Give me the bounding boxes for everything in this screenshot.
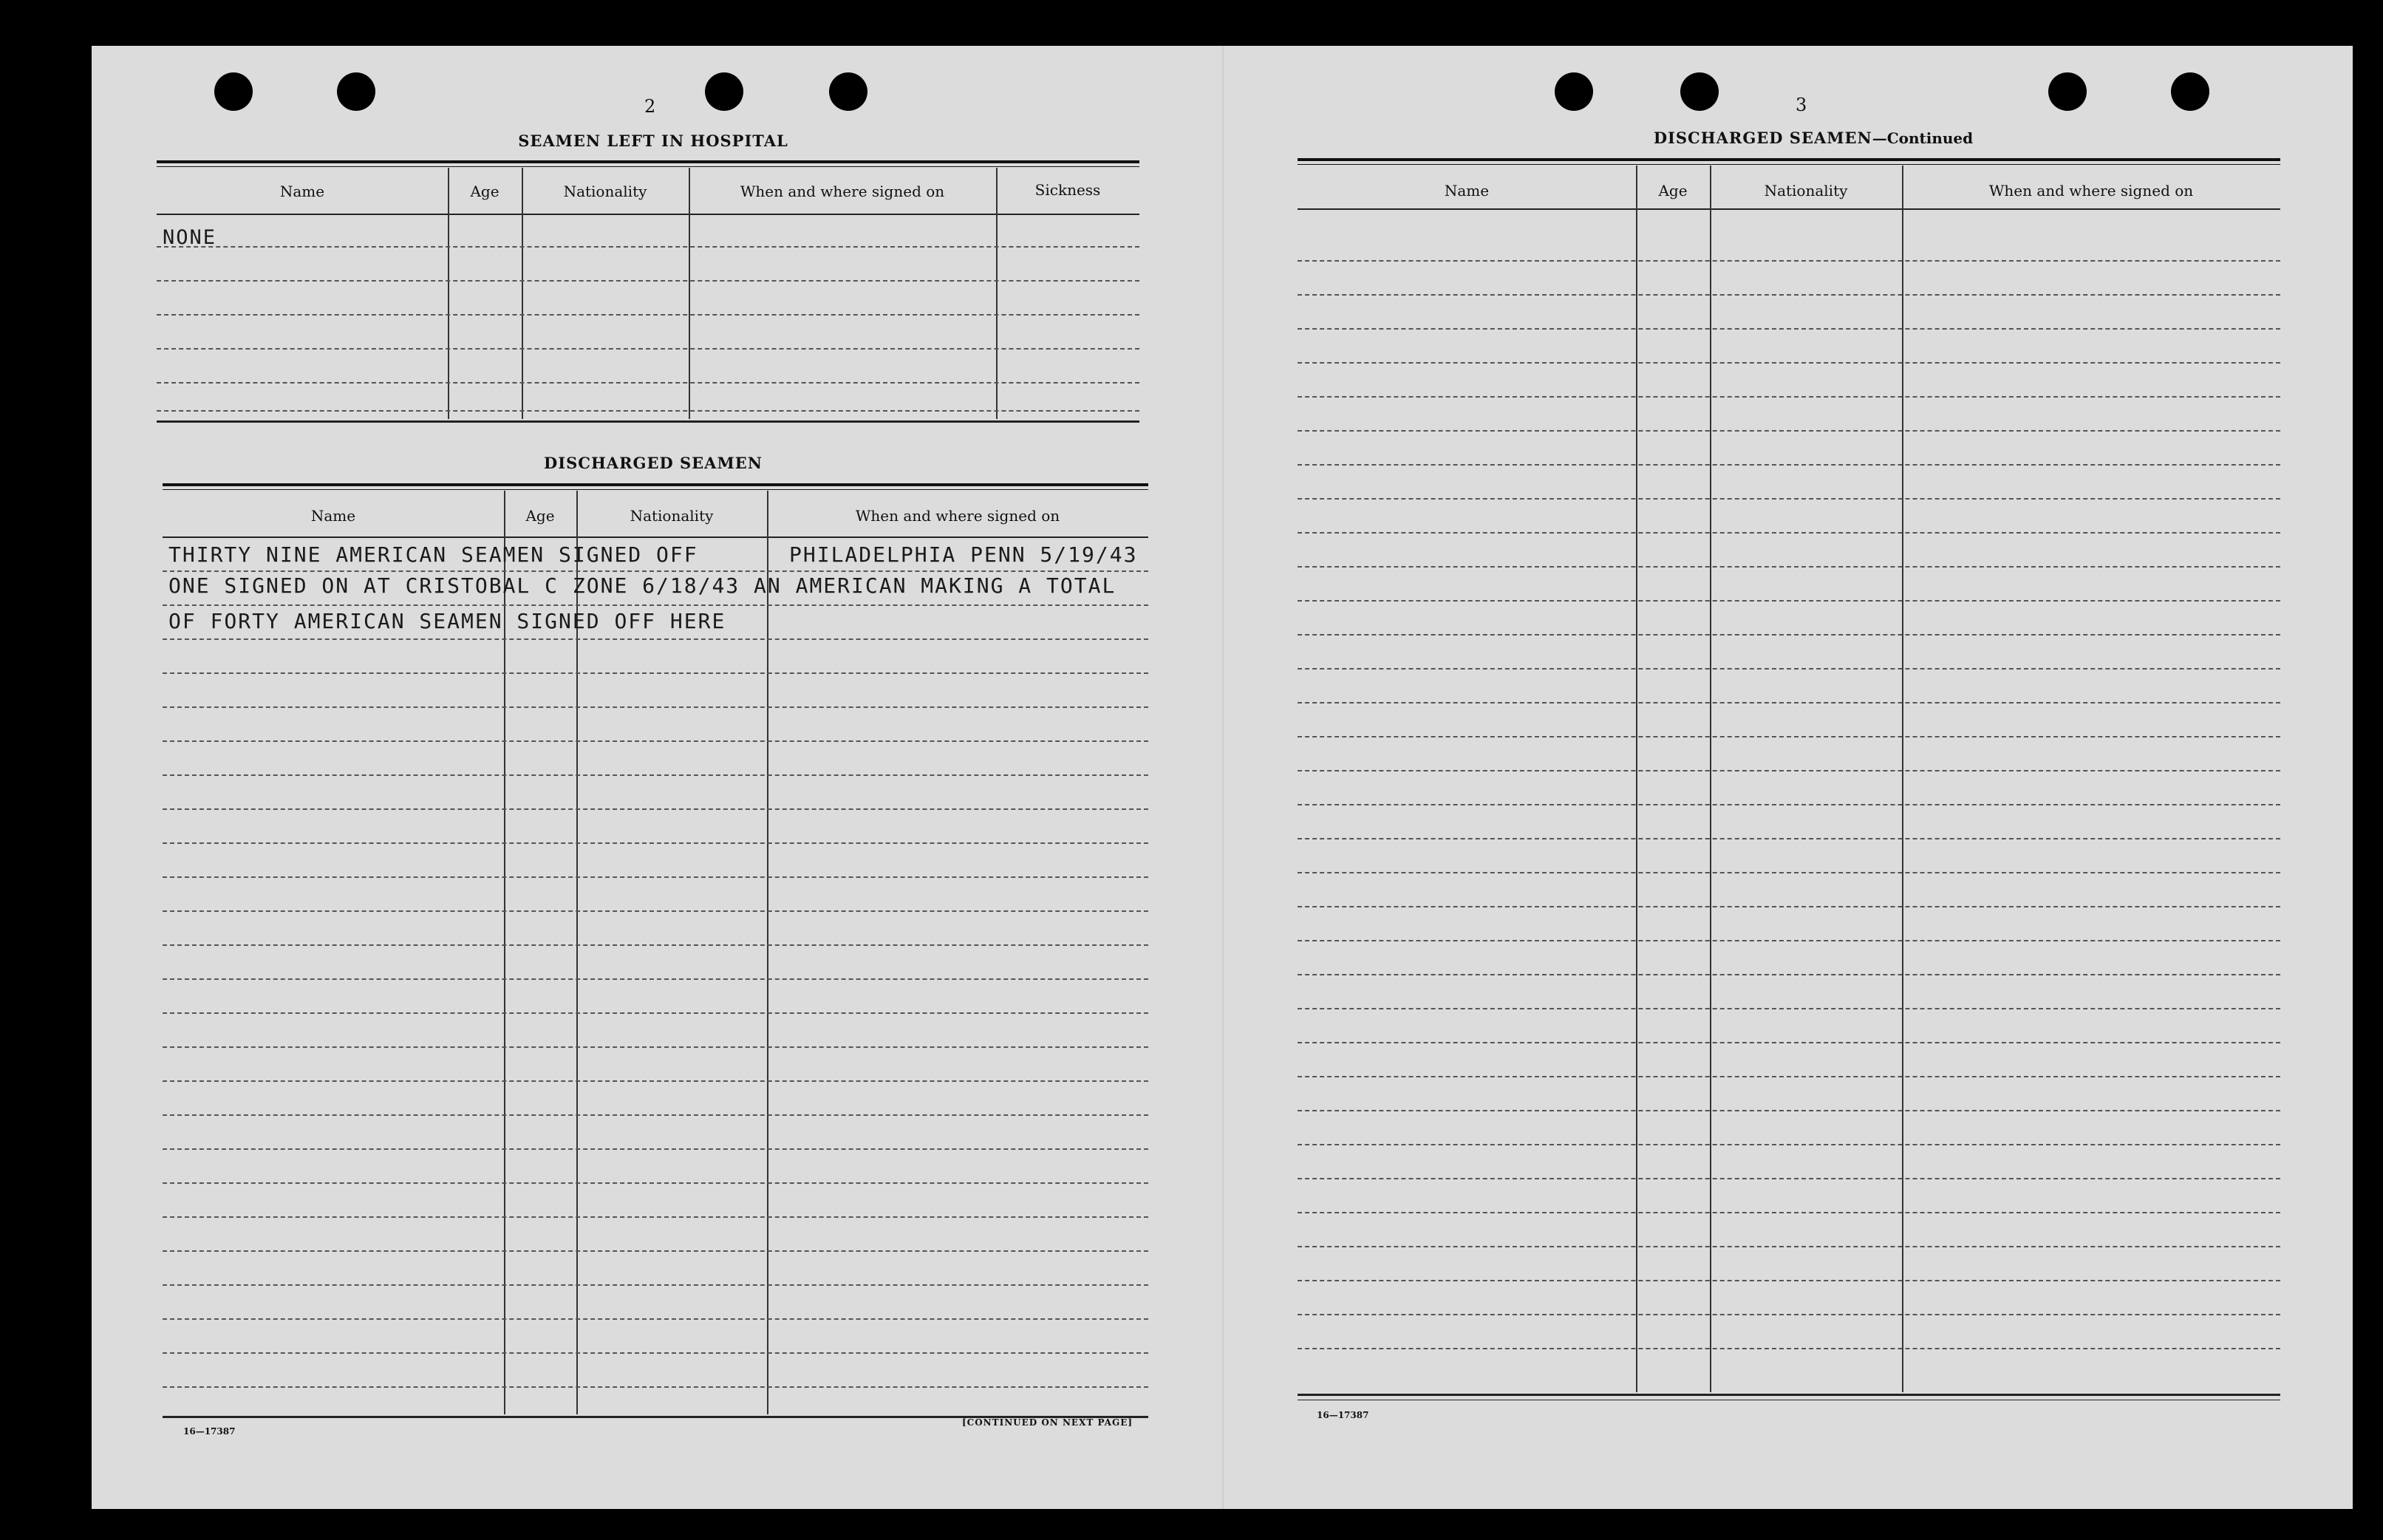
right-header-nationality: Nationality [1764,182,1848,200]
page-number-right: 3 [1796,95,1807,115]
discharged-line-2: ONE SIGNED ON AT CRISTOBAL C ZONE 6/18/43 AN AMERICAN MAKING A TOTAL [168,573,1117,598]
page-number-left: 2 [644,96,656,117]
right-header-name: Name [1444,182,1490,200]
right-header-age: Age [1658,182,1688,200]
right-title-main: DISCHARGED SEAMEN [1653,129,1872,147]
discharged-line-1: THIRTY NINE AMERICAN SEAMEN SIGNED OFF [168,542,698,567]
hospital-header-when-where: When and where signed on [740,183,945,200]
hospital-header-name: Name [279,183,325,200]
discharged-table-right [1298,158,2280,1444]
form-number-left: 16—17387 [183,1426,236,1437]
page-fold [1222,46,1224,1509]
punch-hole [1555,72,1593,111]
punch-hole [2171,72,2209,111]
discharged-title: DISCHARGED SEAMEN [544,454,763,472]
punch-hole [337,72,375,111]
hospital-header-nationality: Nationality [563,183,647,200]
discharged-header-name: Name [310,507,356,525]
right-header-when-where: When and where signed on [1988,182,2194,200]
form-number-right: 16—17387 [1317,1410,1369,1420]
right-title-suffix: —Continued [1872,129,1974,147]
hospital-title: SEAMEN LEFT IN HOSPITAL [518,132,788,150]
punch-hole [829,72,867,111]
punch-hole [214,72,253,111]
punch-hole [705,72,743,111]
discharged-header-nationality: Nationality [630,507,714,525]
continued-note: [CONTINUED ON NEXT PAGE] [962,1417,1133,1428]
hospital-entry: NONE [163,226,217,249]
discharged-line-1-where: PHILADELPHIA PENN 5/19/43 [789,542,1138,567]
hospital-header-age: Age [470,183,500,200]
discharged-header-age: Age [525,507,555,525]
document-sheet [92,46,2353,1509]
discharged-line-3: OF FORTY AMERICAN SEAMEN SIGNED OFF HERE [168,609,726,633]
discharged-header-when-where: When and where signed on [855,507,1060,525]
hospital-header-sickness: Sickness [1034,181,1101,199]
hospital-table [157,160,1139,434]
right-title [1296,129,2331,147]
punch-hole [1680,72,1719,111]
punch-hole [2048,72,2087,111]
